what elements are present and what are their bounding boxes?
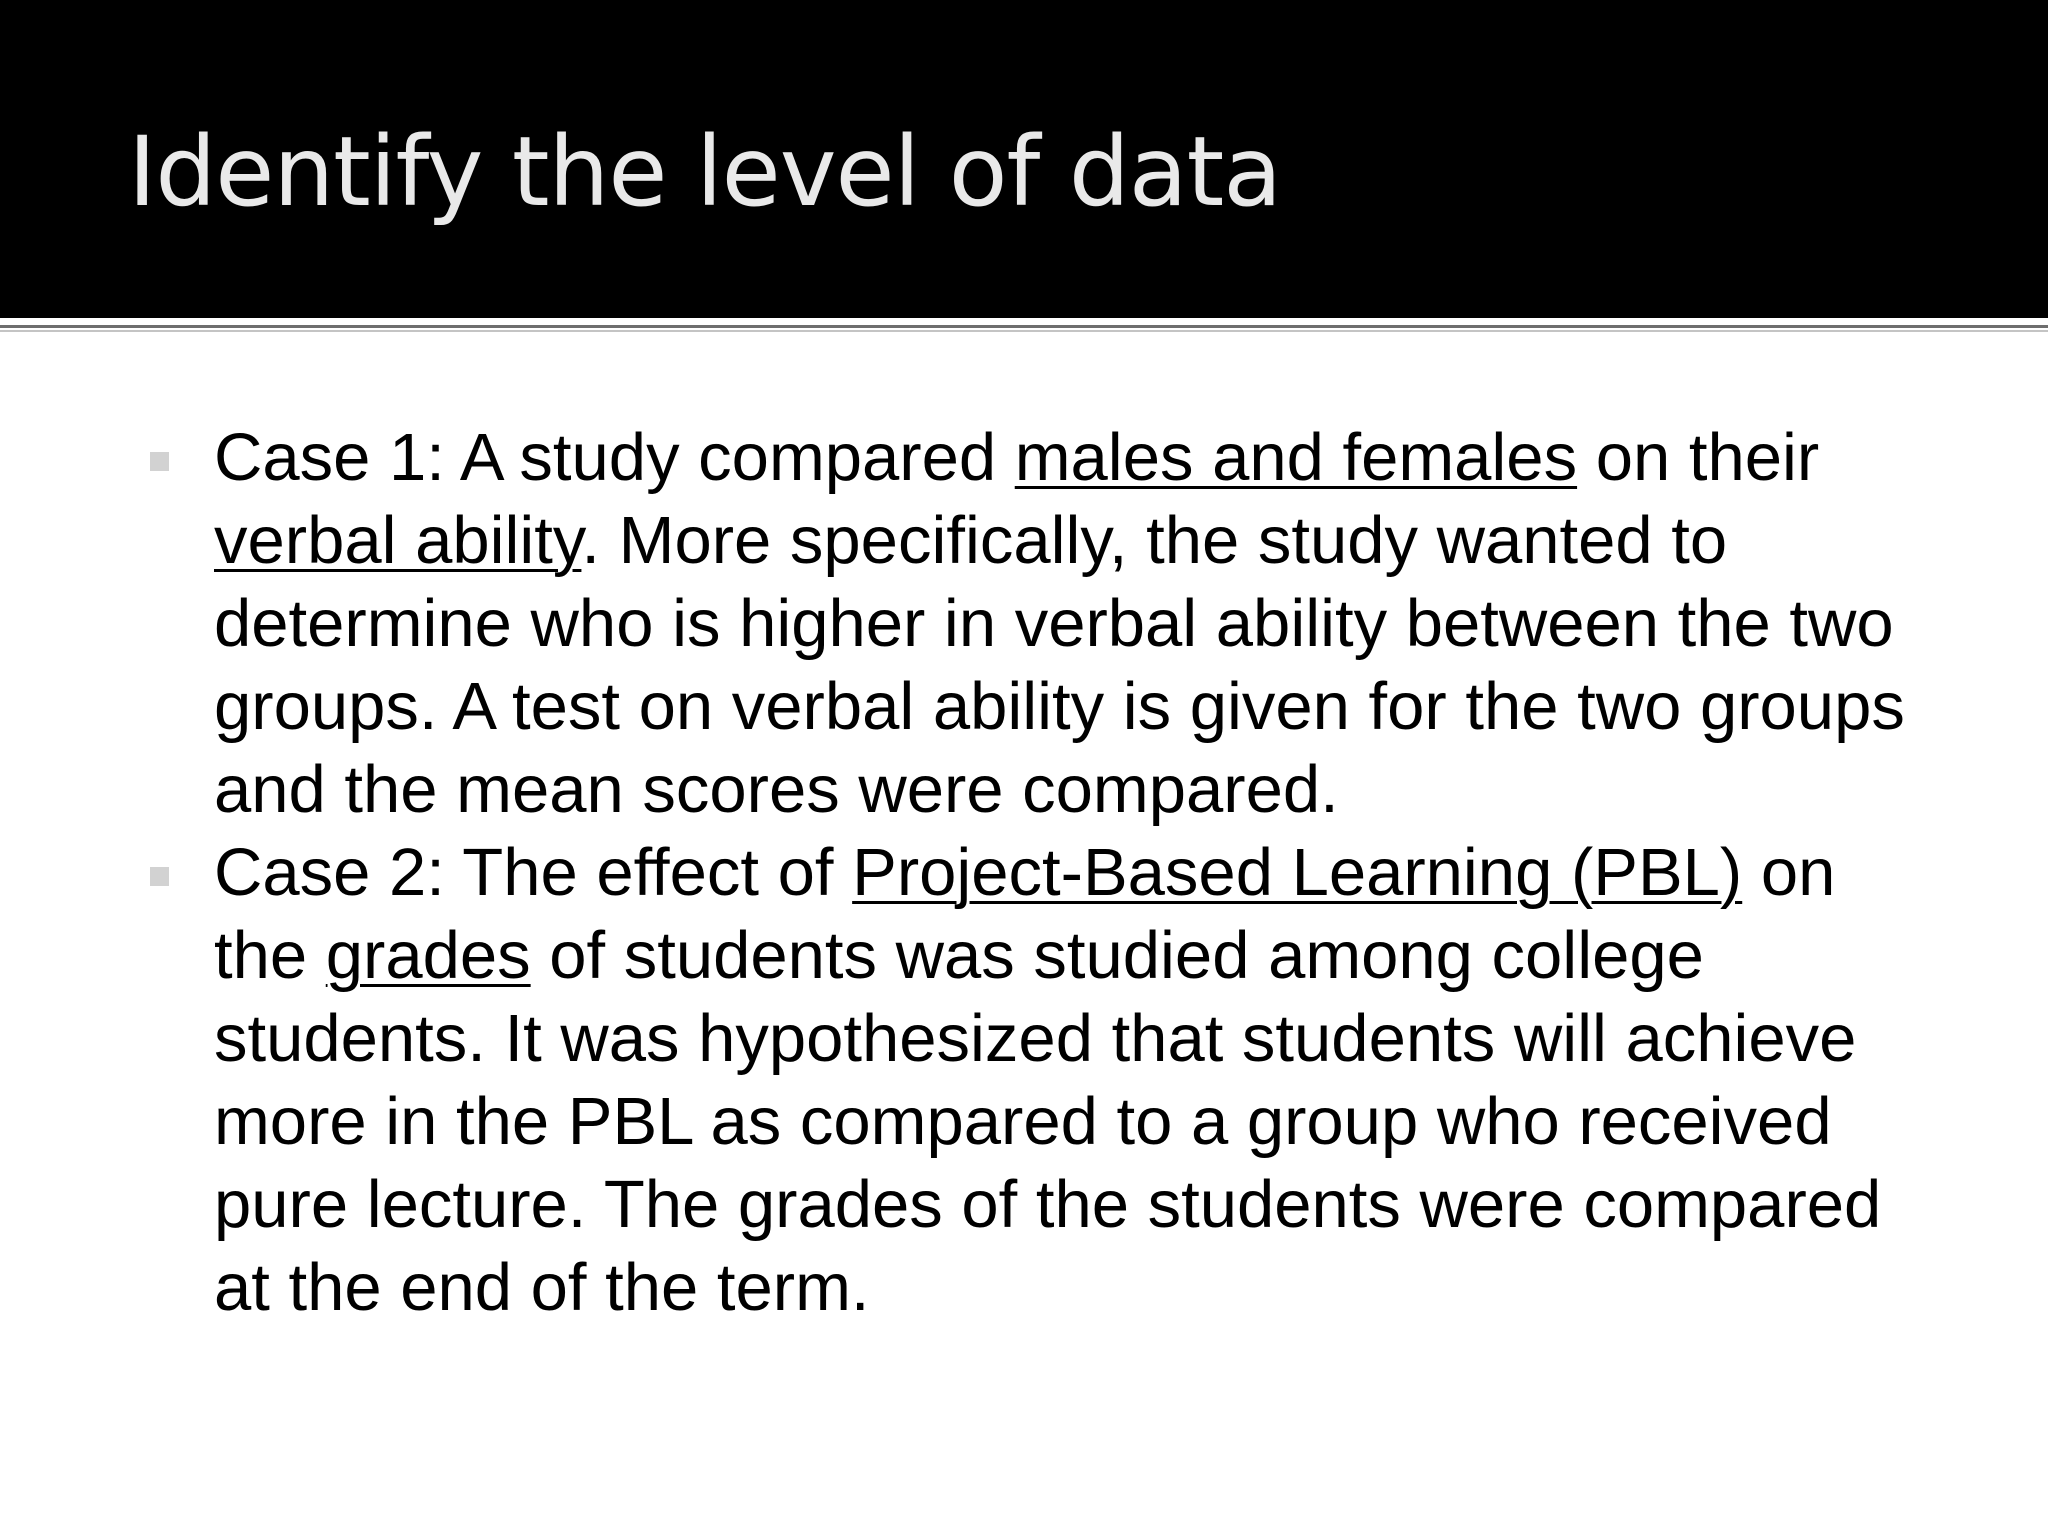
bullet-text <box>214 416 1944 831</box>
underlined-term: Project-Based Learning (PBL) <box>852 835 1743 910</box>
text-run: of students was studied among college students. It was hypothesized that students will achieve more in the PBL as compared to a group who received pure lecture. The grades of the students were compared at the end of the term. <box>214 918 1882 1325</box>
title-band <box>0 0 2048 318</box>
text-run: Case 1: A study compared <box>214 420 1015 495</box>
bullet-list <box>0 416 2048 1329</box>
underlined-term: verbal ability <box>214 503 582 578</box>
square-bullet-icon <box>150 867 169 886</box>
bullet-item-case-1 <box>0 416 1944 831</box>
text-run: on their <box>1577 420 1820 495</box>
text-run: Case 2: The effect of <box>214 835 853 910</box>
underlined-term: males and females <box>1014 420 1578 495</box>
square-bullet-icon <box>150 452 169 471</box>
bullet-item-case-2 <box>0 831 1944 1329</box>
text-run: . More specifically, the study wanted to determine who is higher in verbal ability between the two groups. A test on verbal ability is given for the two groups and the mean scores were compared. <box>214 503 1905 827</box>
underlined-term: grades <box>325 918 531 993</box>
title-divider <box>0 325 2048 328</box>
title-divider-shadow <box>0 330 2048 332</box>
slide-title: Identify the level of data <box>128 116 1282 228</box>
text-run: on the <box>214 835 1836 993</box>
bullet-text <box>214 831 1944 1329</box>
